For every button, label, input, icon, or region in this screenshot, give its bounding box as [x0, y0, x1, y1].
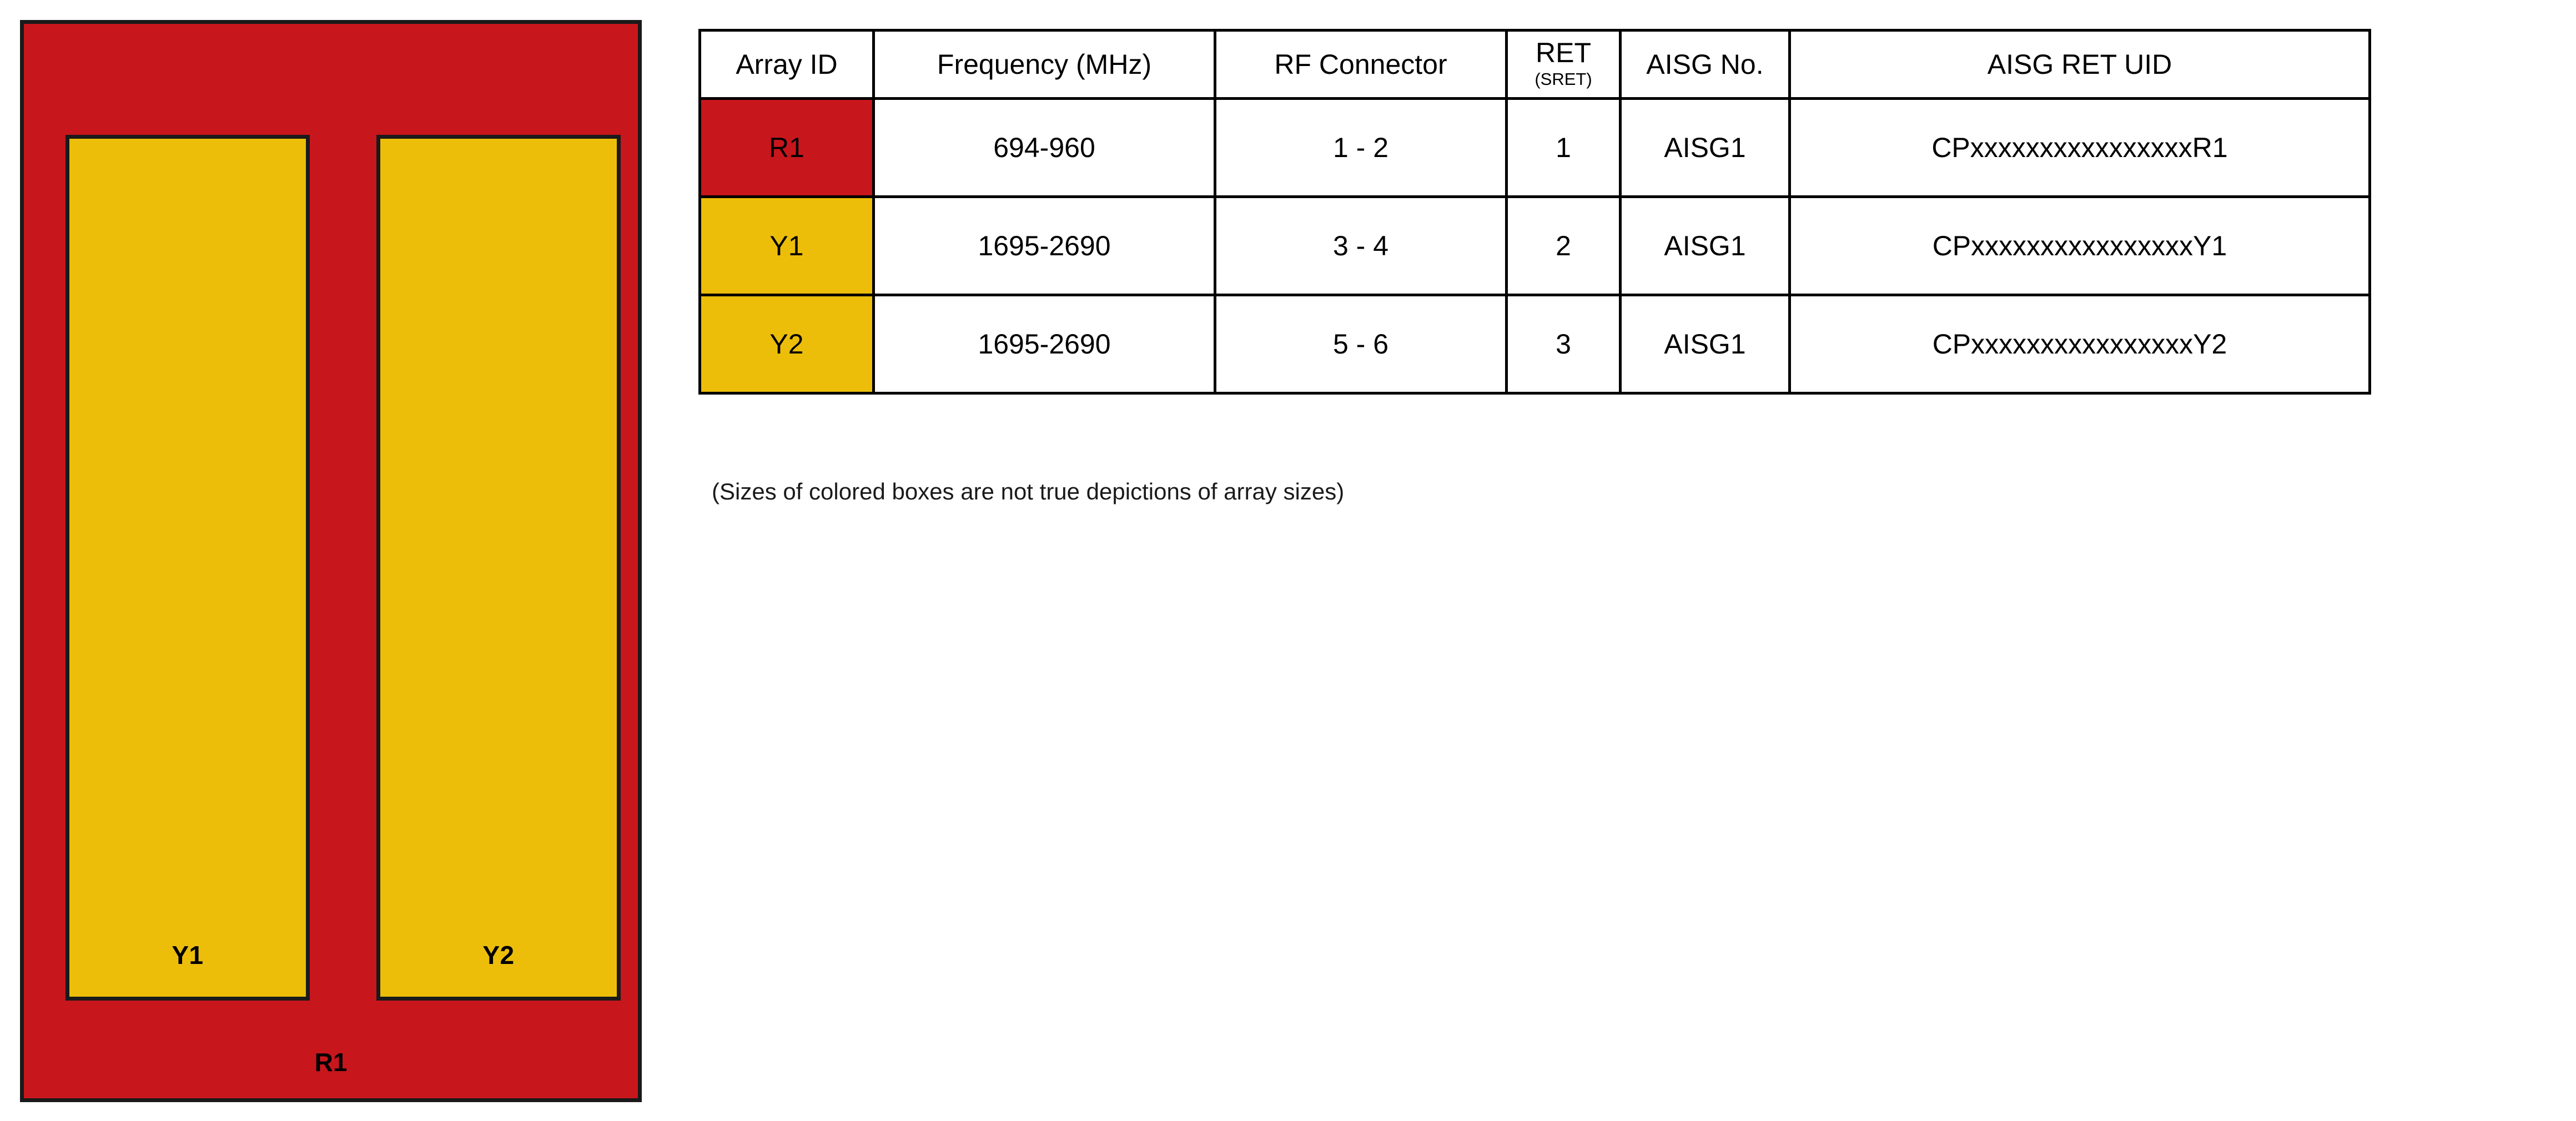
- array-box-label-y2: Y2: [482, 941, 515, 969]
- cell-array-id: R1: [700, 99, 874, 197]
- cell-aisg-no: AISG1: [1621, 295, 1790, 393]
- cell-ret: 1: [1507, 99, 1621, 197]
- array-box-y2: [376, 135, 621, 1001]
- cell-frequency: 1695-2690: [874, 295, 1215, 393]
- cell-ret: 2: [1507, 197, 1621, 295]
- cell-frequency: 694-960: [874, 99, 1215, 197]
- cell-rf-connector: 5 - 6: [1215, 295, 1507, 393]
- array-box-y1: [66, 135, 310, 1001]
- header-ret: [1507, 31, 1621, 99]
- table-row: [700, 99, 2370, 197]
- cell-rf-connector: 3 - 4: [1215, 197, 1507, 295]
- array-box-label-y1: Y1: [172, 941, 204, 969]
- cell-frequency: 1695-2690: [874, 197, 1215, 295]
- header-frequency: Frequency (MHz): [874, 31, 1215, 99]
- table-row: [700, 295, 2370, 393]
- cell-array-id: Y1: [700, 197, 874, 295]
- cell-aisg-no: AISG1: [1621, 197, 1790, 295]
- header-array-id: Array ID: [700, 31, 874, 99]
- header-aisg-ret-uid: AISG RET UID: [1790, 31, 2370, 99]
- antenna-array-diagram: [20, 20, 642, 1102]
- table-footnote: (Sizes of colored boxes are not true depictions of array sizes): [712, 478, 1345, 504]
- cell-aisg-ret-uid: CPxxxxxxxxxxxxxxxxY1: [1790, 197, 2370, 295]
- cell-array-id: Y2: [700, 295, 874, 393]
- table-header-row: [700, 31, 2370, 99]
- array-configuration-table: [698, 29, 2371, 395]
- header-aisg-no: AISG No.: [1621, 31, 1790, 99]
- cell-aisg-ret-uid: CPxxxxxxxxxxxxxxxxR1: [1790, 99, 2370, 197]
- header-rf-connector: RF Connector: [1215, 31, 1507, 99]
- array-box-label-r1: R1: [314, 1048, 348, 1077]
- cell-aisg-no: AISG1: [1621, 99, 1790, 197]
- table-row: [700, 197, 2370, 295]
- cell-ret: 3: [1507, 295, 1621, 393]
- header-ret-main: RET: [1536, 37, 1591, 69]
- cell-aisg-ret-uid: CPxxxxxxxxxxxxxxxxY2: [1790, 295, 2370, 393]
- header-ret-sub: (SRET): [1534, 69, 1592, 89]
- cell-rf-connector: 1 - 2: [1215, 99, 1507, 197]
